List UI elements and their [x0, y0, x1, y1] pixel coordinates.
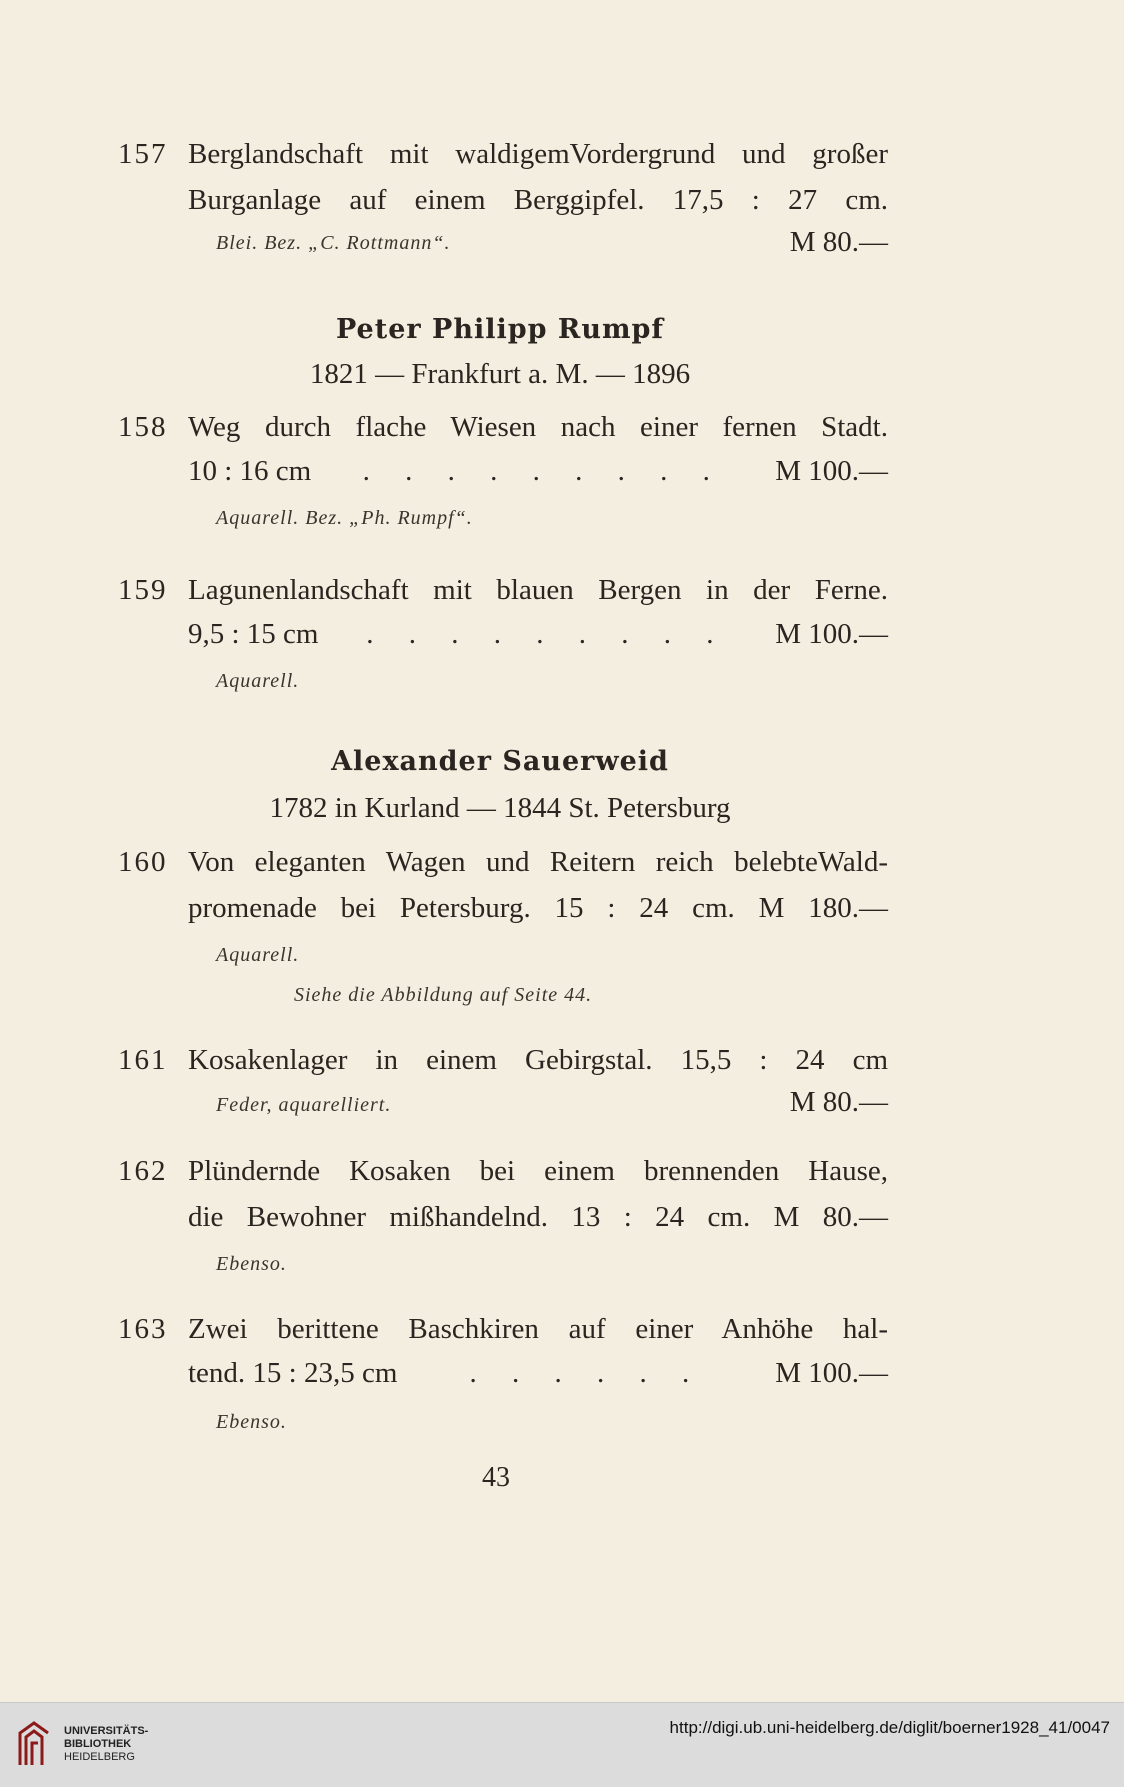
entry-number: 163 — [118, 1313, 168, 1345]
entry-technique-note: Blei. Bez. „C. Rottmann“. — [216, 232, 451, 254]
entry-description-line: Lagunenlandschaft mit blauen Bergen in der Ferne. — [188, 574, 888, 606]
entry-technique-note: Aquarell. — [216, 944, 300, 966]
entry-price: M 100.— — [775, 1357, 888, 1389]
entry-number: 161 — [118, 1044, 168, 1076]
entry-technique-note: Ebenso. — [216, 1253, 287, 1275]
leader-dots: . . . . . . . . . — [366, 618, 728, 650]
artist-name-heading: Peter Philipp Rumpf — [335, 314, 665, 345]
artist-name-heading: Alexander Sauerweid — [331, 746, 669, 777]
library-name-line: UNIVERSITÄTS- — [64, 1725, 149, 1737]
entry-number: 157 — [118, 138, 168, 170]
library-name-line: BIBLIOTHEK — [64, 1738, 132, 1750]
leader-dots: . . . . . . — [469, 1357, 704, 1389]
entry-description-line: Zwei berittene Baschkiren auf einer Anhöhe hal- — [188, 1313, 888, 1345]
entry-size-price-row — [188, 455, 888, 488]
entry-size: 10 : 16 cm — [188, 455, 312, 487]
entry-description-line: Burganlage auf einem Berggipfel. 17,5 : 27 cm. — [188, 184, 888, 216]
entry-description-line: promenade bei Petersburg. 15 : 24 cm. M 180.— — [188, 892, 888, 924]
page-number: 43 — [482, 1462, 510, 1493]
entry-description-line: die Bewohner mißhandelnd. 13 : 24 cm. M 80.— — [188, 1201, 888, 1233]
entry-description-line: Kosakenlager in einem Gebirgstal. 15,5 : 24 cm — [188, 1044, 888, 1076]
source-url-link[interactable]: http://digi.ub.uni-heidelberg.de/diglit/boerner1928_41/0047 — [669, 1718, 1110, 1737]
entry-price: M 100.— — [775, 455, 888, 487]
entry-description-line: Von eleganten Wagen und Reitern reich belebteWald- — [188, 846, 888, 878]
entry-price: M 100.— — [775, 618, 888, 650]
entry-number: 160 — [118, 846, 168, 878]
entry-size: 9,5 : 15 cm — [188, 618, 319, 650]
entry-number: 162 — [118, 1155, 168, 1187]
library-name-line: HEIDELBERG — [64, 1751, 135, 1763]
entry-size-price-row — [188, 618, 888, 651]
leader-dots: . . . . . . . . . — [362, 455, 724, 487]
illustration-reference: Siehe die Abbildung auf Seite 44. — [294, 984, 593, 1006]
artist-lifespan: 1782 in Kurland — 1844 St. Petersburg — [269, 792, 731, 824]
entry-number: 159 — [118, 574, 168, 606]
entry-size: tend. 15 : 23,5 cm — [188, 1357, 398, 1389]
entry-technique-note: Aquarell. Bez. „Ph. Rumpf“. — [216, 507, 473, 529]
entry-size-price-row — [188, 1357, 888, 1390]
entry-technique-note: Aquarell. — [216, 670, 300, 692]
entry-description-line: Weg durch flache Wiesen nach einer fernen Stadt. — [188, 411, 888, 443]
library-logo-icon — [14, 1719, 54, 1769]
digitization-footer — [0, 1702, 1124, 1787]
artist-lifespan: 1821 — Frankfurt a. M. — 1896 — [309, 358, 691, 390]
entry-price: M 80.— — [789, 1086, 888, 1118]
entry-technique-note: Ebenso. — [216, 1411, 287, 1433]
entry-number: 158 — [118, 411, 168, 443]
entry-description-line: Plündernde Kosaken bei einem brennenden Hause, — [188, 1155, 888, 1187]
entry-description-line: Berglandschaft mit waldigemVordergrund und großer — [188, 138, 888, 170]
entry-technique-note: Feder, aquarelliert. — [216, 1094, 392, 1116]
library-name — [64, 1725, 148, 1764]
entry-price: M 80.— — [789, 226, 888, 258]
